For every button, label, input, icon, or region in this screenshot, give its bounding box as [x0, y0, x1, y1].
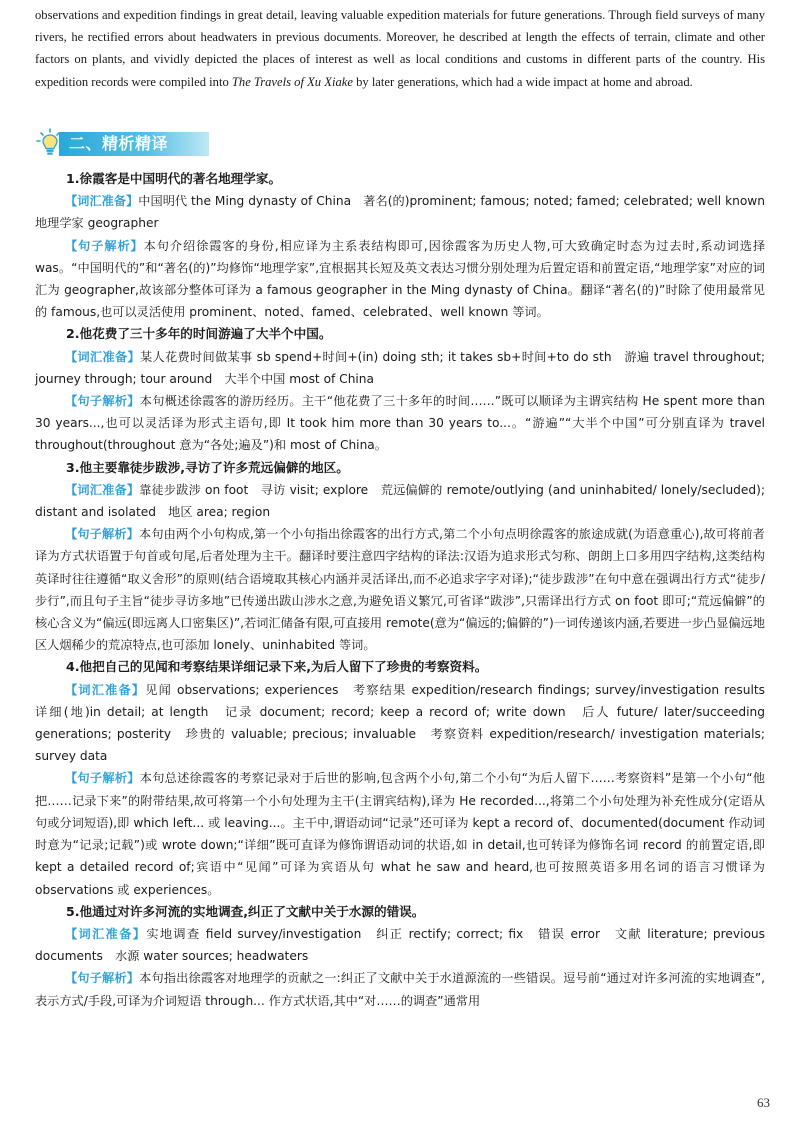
vocab-text: 实地调查 field survey/investigation 纠正 rectify; correct; fix 错误 error 文献 literature; previous documents 水源 water sources; headwaters	[35, 926, 766, 964]
analysis-block	[35, 767, 765, 900]
vocab-text: 某人花费时间做某事 sb spend+时间+(in) doing sth; it takes sb+时间+to do sth 游遍 travel throughout; journey through; tour around 大半个中国 most of China	[35, 349, 766, 386]
vocab-tag: 【词汇准备】	[65, 349, 140, 364]
vocab-block	[35, 479, 765, 523]
vocab-block	[35, 346, 765, 390]
vocab-tag: 【词汇准备】	[65, 682, 146, 697]
item-title: 2.他花费了三十多年的时间游遍了大半个中国。	[66, 326, 332, 342]
item-3	[35, 457, 765, 657]
analysis-tag: 【句子解析】	[65, 394, 140, 409]
intro-text-part1: observations and expedition findings in great detail, leaving valuable expedition materials for future generations. Through field surveys of many rivers, he rectified errors about headwaters in previous documents. Moreover, he described at length the effects of terrain, climate and other factors on plants, and vividly depicted the places of interest as well as local conditions and customs in different parts of the country. His expedition records were compiled into	[35, 8, 765, 89]
book-title: The Travels of Xu Xiake	[231, 74, 353, 89]
vocab-block	[35, 679, 778, 768]
intro-text-part2: by later generations, which had a wide impact at home and abroad.	[352, 74, 693, 89]
vocab-text: 见闻 observations; experiences 考察结果 expedition/research findings; survey/investigation results 详细(地)in detail; at length 记录 document; record; keep a record of; write down 后人 future/ later/succeeding generations; posterity 珍贵的 valuable; precious; invaluable 考察资料 expedition/research/ investigation materials; survey data	[35, 682, 778, 764]
item-2	[35, 323, 765, 456]
intro-paragraph	[35, 4, 765, 93]
item-1	[35, 168, 778, 323]
analysis-text: 本句由两个小句构成,第一个小句指出徐霞客的出行方式,第二个小句点明徐霞客的旅途成就(为语意重心),故可将前者译为方式状语置于句首或句尾,后者处理为主干。翻译时要注意四字结构的译法:汉语为追求形式匀称、朗朗上口多用四字结构,这类结构英译时往往遵循“取义舍形”的原则(结合语境取其核心内涵并灵活译出,而不必追求字字对译);“徒步跋涉”在句中意在强调出行方式“徒步/步行”,而且句子主旨“徒步寻访多地”已传递出跋山涉水之意,为避免语义繁冗,可省译“跋涉”,只需译出行方式 on foot 即可;“荒远偏僻”的核心含义为“偏远(即远离人口密集区)”,若词汇储备有限,可直接用 remote(意为“偏远的;偏僻的”)一词传递该内涵,若要进一步凸显偏远地区人烟稀少的荒凉特点,也可添加 lonely、uninhabited 等词。	[35, 527, 765, 653]
item-title: 4.他把自己的见闻和考察结果详细记录下来,为后人留下了珍贵的考察资料。	[66, 659, 488, 675]
analysis-block	[35, 967, 765, 1011]
analysis-text: 本句介绍徐霞客的身份,相应译为主系表结构即可,因徐霞客为历史人物,可大致确定时态为过去时,系动词选择 was。“中国明代的”和“著名(的)”均修饰“地理学家”,宜根据其长短及英文表达习惯分别处理为后置定语和前置定语,“地理学家”对应的词汇为 geographer,故该部分整体可译为 a famous geographer in the Ming dynasty of China。翻译“著名(的)”时除了使用最常见的 famous,也可以灵活使用 prominent、noted、famed、celebrated、well known 等词。	[35, 238, 766, 320]
analysis-tag: 【句子解析】	[65, 527, 140, 542]
analysis-tag: 【句子解析】	[65, 971, 140, 986]
analysis-text: 本句指出徐霞客对地理学的贡献之一:纠正了文献中关于水道源流的一些错误。逗号前“通过对许多河流的实地调查”,表示方式/手段,可译为介词短语 through... 作方式状语,其中“对……的调查”通常用	[35, 971, 766, 1008]
vocab-text: 中国明代 the Ming dynasty of China 著名(的)prominent; famous; noted; famed; celebrated; well known 地理学家 geographer	[35, 194, 778, 231]
analysis-tag: 【句子解析】	[65, 238, 144, 253]
item-title: 1.徐霞客是中国明代的著名地理学家。	[66, 171, 282, 186]
page-number: 63	[757, 1095, 770, 1110]
section-title: 二、精析精译	[69, 134, 169, 153]
item-title: 5.他通过对许多河流的实地调查,纠正了文献中关于水源的错误。	[66, 903, 425, 919]
analysis-text: 本句概述徐霞客的游历经历。主干“他花费了三十多年的时间……”既可以顺译为主谓宾结构 He spent more than 30 years...,也可以灵活译为形式主语句,即 It took him more than 30 years to...。“游遍”“大半个中国”可分别直译为 travel throughout(throughout 意为“各处;遍及”)和 most of China。	[35, 394, 766, 453]
vocab-tag: 【词汇准备】	[65, 482, 140, 497]
item-4	[35, 656, 778, 900]
item-title: 3.他主要靠徒步跋涉,寻访了许多荒远偏僻的地区。	[66, 459, 349, 475]
vocab-block	[35, 923, 765, 967]
vocab-block	[35, 190, 778, 234]
vocab-tag: 【词汇准备】	[65, 194, 139, 209]
section-header	[35, 128, 765, 158]
analysis-block	[35, 235, 765, 324]
analysis-text: 本句总述徐霞客的考察记录对于后世的影响,包含两个小句,第二个小句“为后人留下……考察资料”是第一个小句“他把……记录下来”的附带结果,故可将第一个小句处理为主干(主谓宾结构),译为 He recorded...,将第二个小句处理为补充性成分(定语从句或分词短语),即 which left... 或 leaving...。主干中,谓语动词“记录”还可译为 kept a record of、documented(document 作动词时意为“记录;记载”)或 wrote down;“详细”既可直译为修饰谓语动词的状语,如 in detail,也可转译为修饰名词 record 的前置定语,即 kept a detailed record of;宾语中“见闻”可译为宾语从句 what he saw and heard,也可按照英语多用名词的语言习惯译为 observations 或 experiences。	[35, 771, 765, 897]
item-5	[35, 901, 765, 1012]
analysis-block	[35, 390, 765, 457]
vocab-text: 靠徒步跋涉 on foot 寻访 visit; explore 荒远偏僻的 remote/outlying (and uninhabited/ lonely/secluded); distant and isolated 地区 area; region	[35, 482, 766, 520]
vocab-tag: 【词汇准备】	[65, 926, 147, 941]
analysis-tag: 【句子解析】	[65, 771, 140, 786]
analysis-body	[35, 168, 778, 1012]
analysis-block	[35, 523, 765, 656]
